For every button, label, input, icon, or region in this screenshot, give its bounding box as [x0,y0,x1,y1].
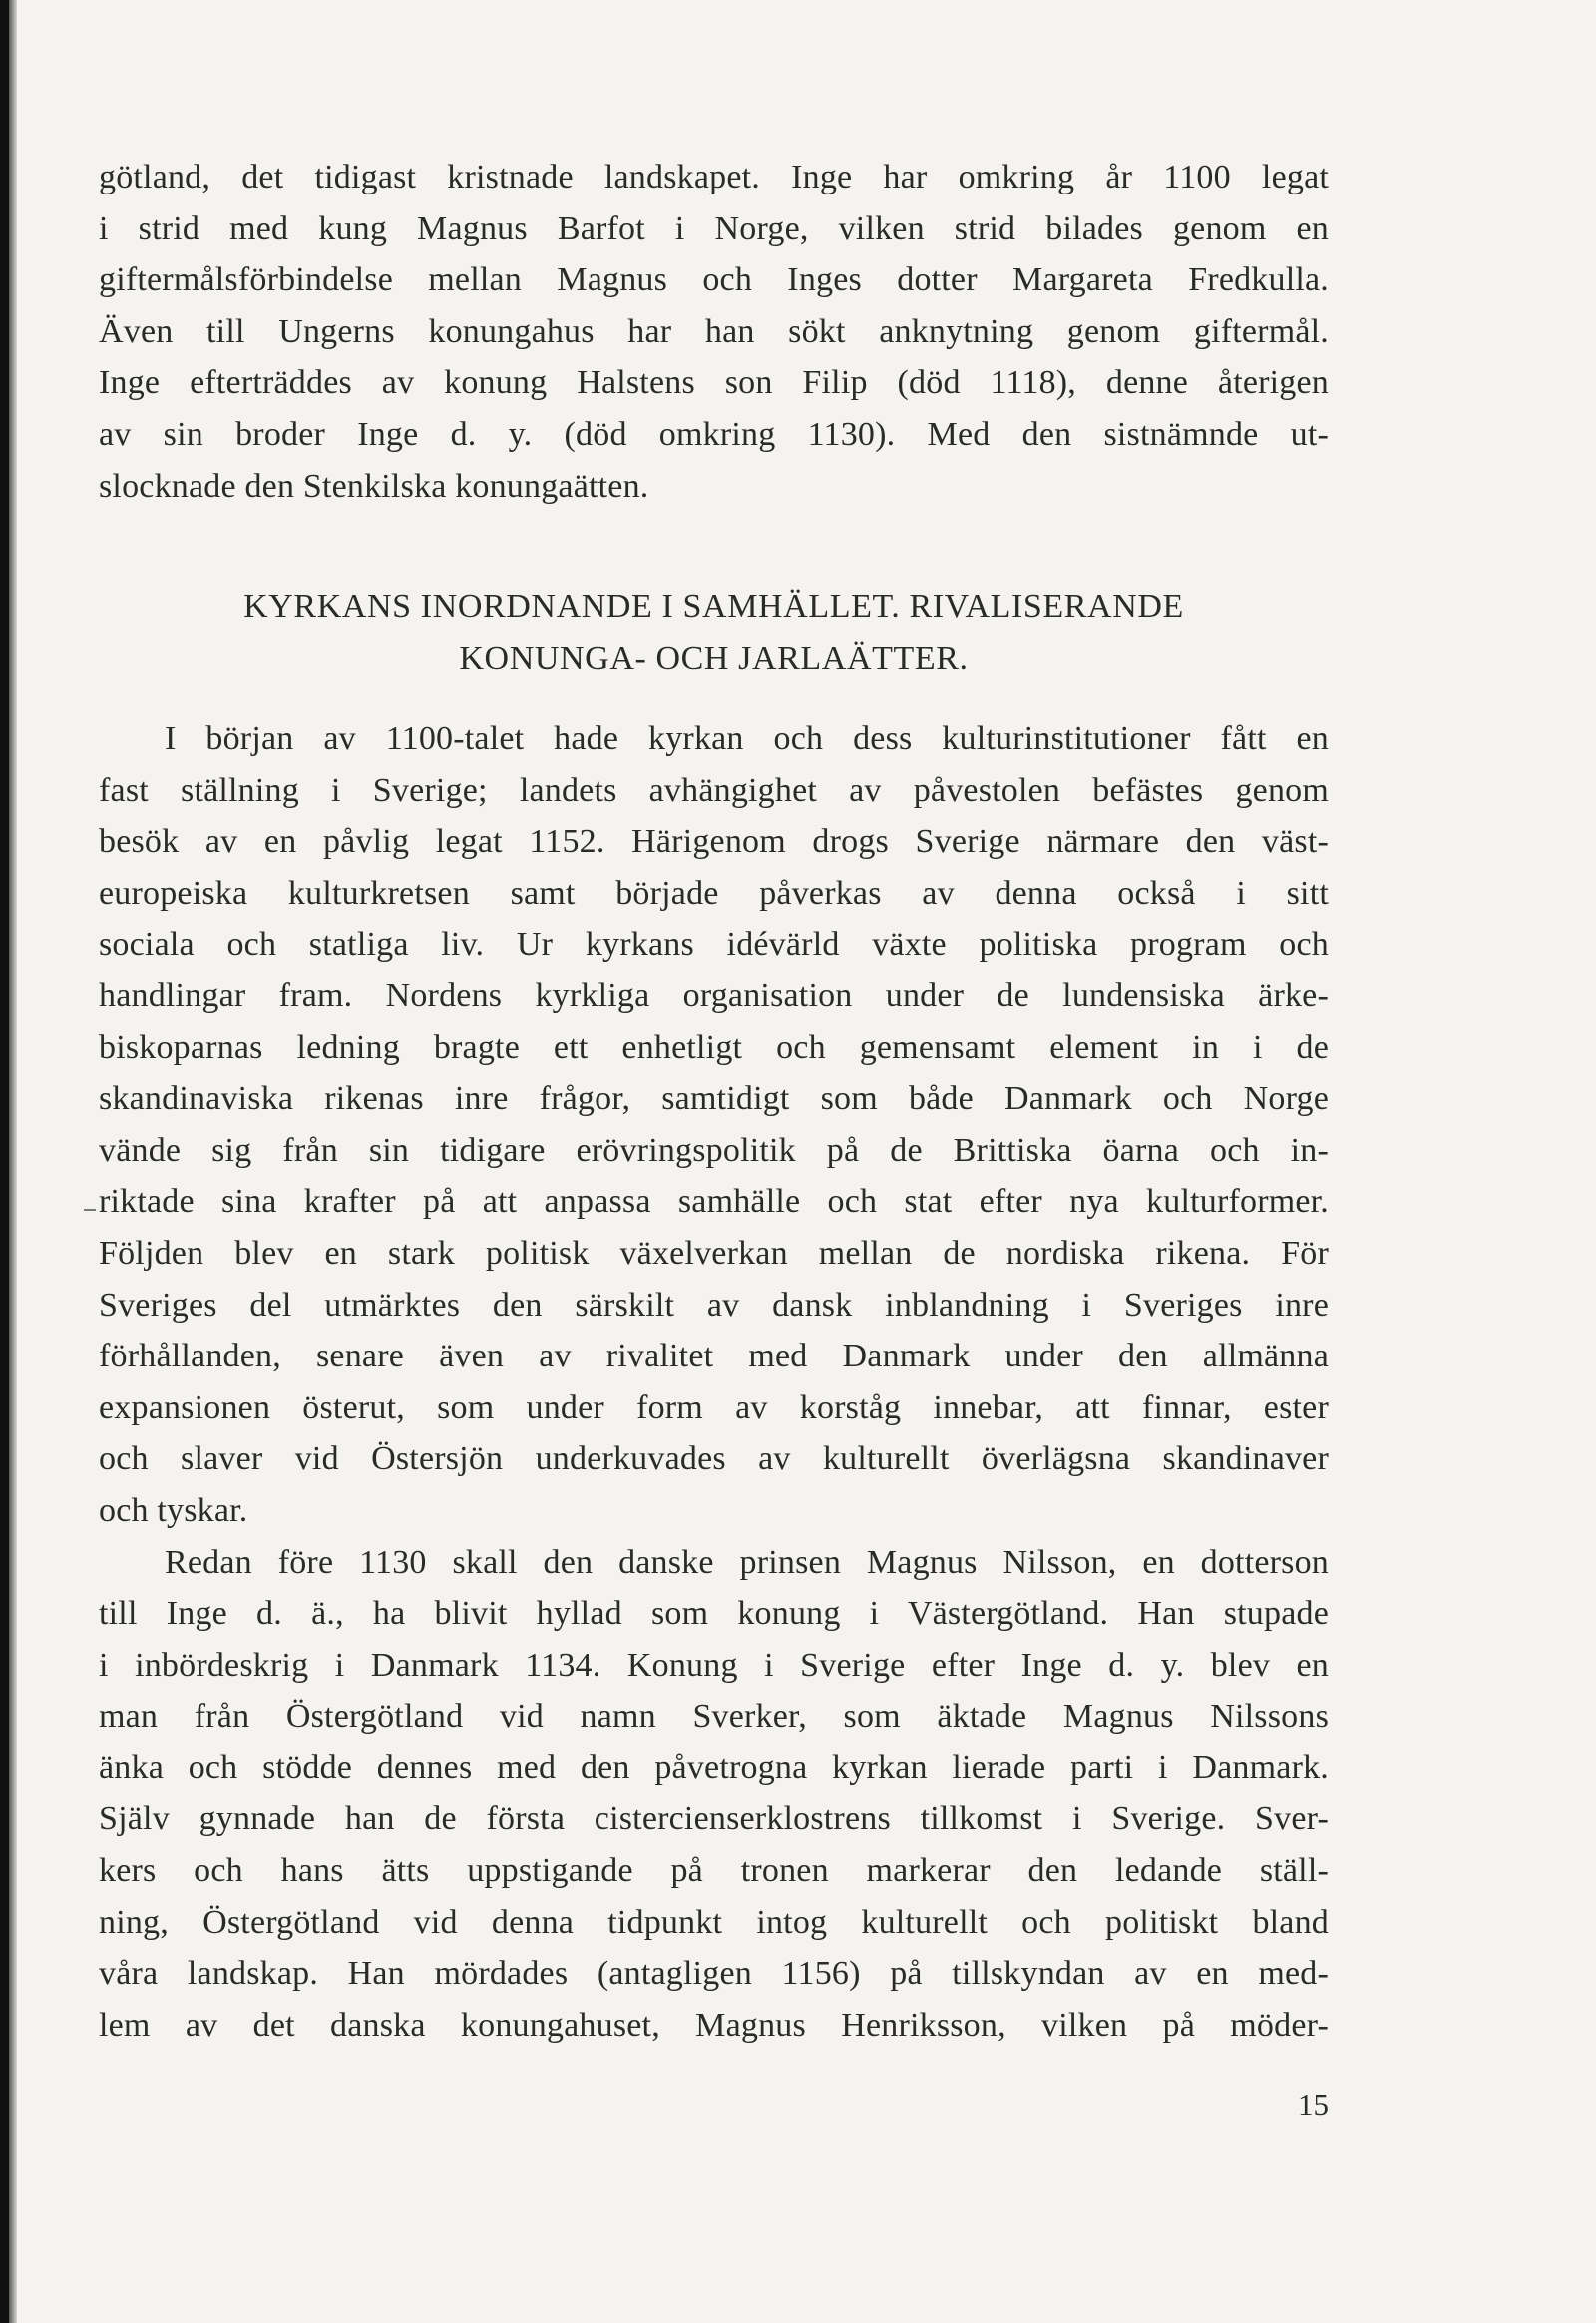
text-line: förhållanden, senare även av rivalitet med Danmark under den allmänna [99,1338,1329,1375]
text-line: handlingar fram. Nordens kyrkliga organisation under de lundensiska ärke- [99,976,1329,1014]
paragraph-top [99,152,1329,512]
text-line: Även till Ungerns konungahus har han sökt anknytning genom giftermål. [99,312,1329,350]
text-line: sociala och statliga liv. Ur kyrkans idévärld växte politiska program och [99,926,1329,964]
text-line: Själv gynnade han de första cistercienserklostrens tillkomst i Sverige. Sver- [99,1800,1329,1838]
heading-line-2: KONUNGA- OCH JARLAÄTTER. [459,639,969,677]
text-line: Redan före 1130 skall den danske prinsen Magnus Nilsson, en dotterson [165,1543,1329,1581]
text-line: man från Östergötland vid namn Sverker, som äktade Magnus Nilssons [99,1698,1329,1736]
text-line: i strid med kung Magnus Barfot i Norge, vilken strid bilades genom en [99,209,1329,247]
text-line: götland, det tidigast kristnade landskapet. Inge har omkring år 1100 legat [99,159,1329,195]
paragraph-1 [99,713,1329,1537]
text-line: änka och stödde dennes med den påvetrogna kyrkan lierade parti i Danmark. [99,1748,1329,1786]
text-line: Följden blev en stark politisk växelverkan mellan de nordiska rikena. För [99,1234,1329,1272]
text-line: giftermålsförbindelse mellan Magnus och Inges dotter Margareta Fredkulla. [99,261,1329,299]
text-line: Sveriges del utmärktes den särskilt av dansk inblandning i Sveriges inre [99,1286,1329,1324]
text-line: kers och hans ätts uppstigande på tronen markerar den ledande ställ- [99,1852,1329,1890]
page-binding-shadow [9,0,17,2323]
text-line: biskoparnas ledning bragte ett enhetligt och gemensamt element in i de [99,1028,1329,1066]
text-line: och slaver vid Östersjön underkuvades av kulturellt överlägsna skandinaver [99,1440,1329,1478]
text-line: I början av 1100-talet hade kyrkan och dess kulturinstitutioner fått en [165,720,1329,757]
text-line: vände sig från sin tidigare erövringspolitik på de Brittiska öarna och in- [99,1131,1329,1169]
text-line: fast ställning i Sverige; landets avhängighet av påvestolen befästes genom [99,771,1329,809]
text-line: Inge efterträddes av konung Halstens son Filip (död 1118), denne återigen [99,364,1329,402]
text-line: besök av en påvlig legat 1152. Härigenom drogs Sverige närmare den väst- [99,823,1329,861]
paragraph-2 [99,1537,1329,2052]
text-line: expansionen österut, som under form av korståg innebar, att finnar, ester [99,1388,1329,1426]
text-line: våra landskap. Han mördades (antagligen 1156) på tillskyndan av en med- [99,1955,1329,1993]
text-line: av sin broder Inge d. y. (död omkring 1130). Med den sistnämnde ut- [99,415,1329,453]
text-line: ning, Östergötland vid denna tidpunkt intog kulturellt och politiskt bland [99,1903,1329,1941]
text-line: lem av det danska konungahuset, Magnus Henriksson, vilken på möder- [99,2006,1329,2044]
body-text [99,713,1329,2051]
text-line: och tyskar. [99,1491,248,1529]
section-heading [99,581,1329,684]
margin-mark [84,1209,96,1211]
heading-line-1: KYRKANS INORDNANDE I SAMHÄLLET. RIVALISERANDE [243,588,1184,625]
text-line: till Inge d. ä., ha blivit hyllad som konung i Västergötland. Han stupade [99,1595,1329,1633]
text-line: riktade sina krafter på att anpassa samhälle och stat efter nya kulturformer. [99,1183,1329,1221]
text-line: europeiska kulturkretsen samt började påverkas av denna också i sitt [99,874,1329,912]
text-line: slocknade den Stenkilska konungaätten. [99,467,649,505]
page-binding-edge [0,0,9,2323]
page-number: 15 [1298,2087,1329,2122]
text-line: skandinaviska rikenas inre frågor, samtidigt som både Danmark och Norge [99,1080,1329,1118]
text-line: i inbördeskrig i Danmark 1134. Konung i Sverige efter Inge d. y. blev en [99,1646,1329,1684]
